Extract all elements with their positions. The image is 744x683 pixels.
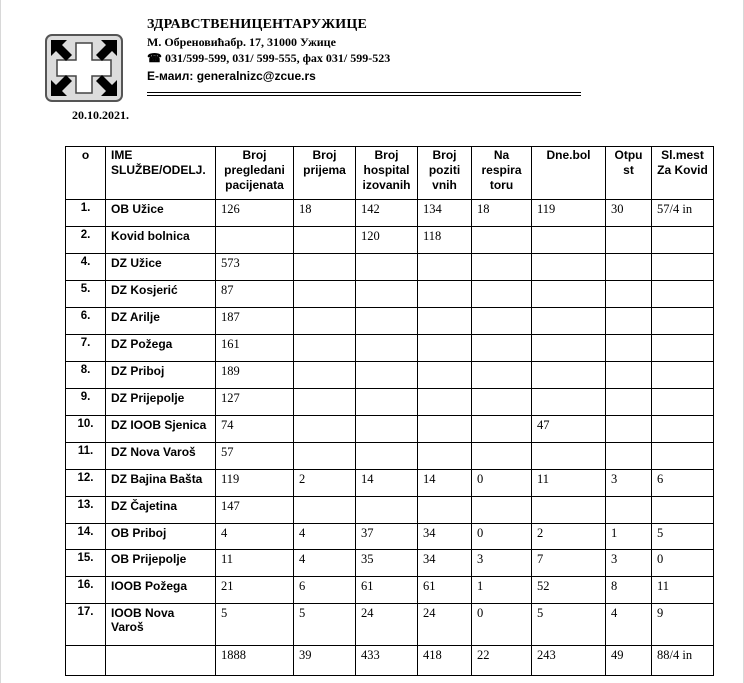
value-cell: 87 — [216, 281, 294, 308]
row-number-cell: 14. — [66, 524, 106, 550]
organization-phone: 031/599-599, 031/ 599-555, фах 031/ 599-523 — [161, 51, 391, 65]
table-row — [66, 550, 714, 577]
table-row — [66, 335, 714, 362]
value-cell — [472, 362, 532, 389]
table-row — [66, 524, 714, 550]
value-cell — [532, 308, 606, 335]
totals-row — [66, 646, 714, 676]
value-cell — [472, 443, 532, 470]
value-cell: 24 — [356, 604, 418, 646]
value-cell — [652, 497, 714, 524]
value-cell — [606, 227, 652, 254]
value-cell: 5 — [294, 604, 356, 646]
unit-name-cell: DZ Čajetina — [106, 497, 216, 524]
value-cell: 5 — [216, 604, 294, 646]
value-cell — [472, 416, 532, 443]
value-cell: 7 — [532, 550, 606, 577]
value-cell: 418 — [418, 646, 472, 676]
value-cell: 61 — [418, 577, 472, 604]
row-number-cell: 5. — [66, 281, 106, 308]
column-header: Broj hospital izovanih — [356, 147, 418, 200]
value-cell — [472, 389, 532, 416]
value-cell — [532, 254, 606, 281]
row-number-cell: 2. — [66, 227, 106, 254]
value-cell: 35 — [356, 550, 418, 577]
value-cell — [356, 497, 418, 524]
value-cell — [294, 389, 356, 416]
table-header-row — [66, 147, 714, 200]
value-cell — [652, 308, 714, 335]
unit-name-cell: DZ Bajina Bašta — [106, 470, 216, 497]
table-row — [66, 281, 714, 308]
value-cell: 11 — [532, 470, 606, 497]
table-row — [66, 443, 714, 470]
column-header: Broj prijema — [294, 147, 356, 200]
table-row — [66, 577, 714, 604]
row-number-cell: 16. — [66, 577, 106, 604]
value-cell: 2 — [532, 524, 606, 550]
report-table — [65, 146, 714, 676]
unit-name-cell: DZ Nova Varoš — [106, 443, 216, 470]
value-cell: 61 — [356, 577, 418, 604]
value-cell: 49 — [606, 646, 652, 676]
unit-name-cell: DZ Prijepolje — [106, 389, 216, 416]
value-cell: 161 — [216, 335, 294, 362]
value-cell: 8 — [606, 577, 652, 604]
value-cell: 4 — [294, 524, 356, 550]
value-cell — [532, 362, 606, 389]
column-header: Otpu st — [606, 147, 652, 200]
column-header: Broj pregledani pacijenata — [216, 147, 294, 200]
value-cell — [652, 362, 714, 389]
value-cell: 39 — [294, 646, 356, 676]
document-date: 20.10.2021. — [72, 108, 129, 122]
value-cell: 88/4 in — [652, 646, 714, 676]
column-header: o — [66, 147, 106, 200]
value-cell: 34 — [418, 524, 472, 550]
row-number-cell: 6. — [66, 308, 106, 335]
unit-name-cell: IOOB Nova Varoš — [106, 604, 216, 646]
table-row — [66, 308, 714, 335]
value-cell: 0 — [472, 604, 532, 646]
value-cell: 1 — [472, 577, 532, 604]
value-cell: 142 — [356, 200, 418, 227]
table-row — [66, 470, 714, 497]
value-cell — [532, 497, 606, 524]
row-number-cell: 1. — [66, 200, 106, 227]
value-cell — [532, 281, 606, 308]
row-number-cell: 12. — [66, 470, 106, 497]
row-number-cell — [66, 646, 106, 676]
value-cell — [356, 362, 418, 389]
table-row — [66, 227, 714, 254]
unit-name-cell: DZ Arilje — [106, 308, 216, 335]
value-cell — [652, 389, 714, 416]
organization-phone-line — [147, 51, 390, 66]
value-cell: 52 — [532, 577, 606, 604]
organization-name: ЗДРАВСТВЕНИЦЕНТАРУЖИЦЕ — [147, 17, 367, 32]
value-cell — [418, 254, 472, 281]
value-cell: 134 — [418, 200, 472, 227]
value-cell: 119 — [532, 200, 606, 227]
value-cell: 6 — [294, 577, 356, 604]
value-cell — [356, 389, 418, 416]
value-cell: 0 — [472, 524, 532, 550]
value-cell — [532, 389, 606, 416]
value-cell — [532, 227, 606, 254]
value-cell: 0 — [652, 550, 714, 577]
value-cell — [356, 254, 418, 281]
value-cell — [606, 497, 652, 524]
value-cell — [606, 389, 652, 416]
value-cell: 34 — [418, 550, 472, 577]
row-number-cell: 4. — [66, 254, 106, 281]
unit-name-cell: DZ Užice — [106, 254, 216, 281]
value-cell — [472, 308, 532, 335]
unit-name-cell: DZ Požega — [106, 335, 216, 362]
header-rule — [147, 95, 581, 96]
organization-address: М. Обреновићабр. 17, 31000 Ужице — [147, 35, 336, 49]
value-cell — [294, 227, 356, 254]
row-number-cell: 13. — [66, 497, 106, 524]
value-cell: 433 — [356, 646, 418, 676]
value-cell — [606, 362, 652, 389]
value-cell: 14 — [356, 470, 418, 497]
value-cell — [606, 335, 652, 362]
value-cell: 0 — [472, 470, 532, 497]
value-cell: 18 — [472, 200, 532, 227]
health-cross-logo — [45, 34, 123, 102]
value-cell — [356, 281, 418, 308]
row-number-cell: 10. — [66, 416, 106, 443]
unit-name-cell: OB Prijepolje — [106, 550, 216, 577]
value-cell — [532, 443, 606, 470]
column-header: IME SLUŽBE/ODELJ. — [106, 147, 216, 200]
value-cell: 57/4 in — [652, 200, 714, 227]
value-cell: 14 — [418, 470, 472, 497]
value-cell — [532, 335, 606, 362]
value-cell — [356, 443, 418, 470]
value-cell: 118 — [418, 227, 472, 254]
row-number-cell: 8. — [66, 362, 106, 389]
value-cell — [294, 416, 356, 443]
value-cell: 147 — [216, 497, 294, 524]
value-cell — [472, 497, 532, 524]
value-cell — [294, 497, 356, 524]
table-row — [66, 604, 714, 646]
unit-name-cell — [106, 646, 216, 676]
table-row — [66, 497, 714, 524]
value-cell: 21 — [216, 577, 294, 604]
value-cell — [294, 308, 356, 335]
value-cell — [418, 335, 472, 362]
column-header: Broj poziti vnih — [418, 147, 472, 200]
value-cell — [294, 335, 356, 362]
column-header: Dne.bol — [532, 147, 606, 200]
value-cell: 37 — [356, 524, 418, 550]
value-cell — [294, 443, 356, 470]
table-row — [66, 362, 714, 389]
value-cell: 57 — [216, 443, 294, 470]
value-cell: 9 — [652, 604, 714, 646]
value-cell: 187 — [216, 308, 294, 335]
table-row — [66, 254, 714, 281]
value-cell — [472, 335, 532, 362]
unit-name-cell: IOOB Požega — [106, 577, 216, 604]
table-row — [66, 416, 714, 443]
value-cell — [606, 281, 652, 308]
value-cell: 5 — [532, 604, 606, 646]
value-cell — [652, 227, 714, 254]
row-number-cell: 17. — [66, 604, 106, 646]
value-cell — [418, 416, 472, 443]
value-cell: 3 — [606, 550, 652, 577]
row-number-cell: 9. — [66, 389, 106, 416]
value-cell — [418, 443, 472, 470]
value-cell: 5 — [652, 524, 714, 550]
value-cell: 189 — [216, 362, 294, 389]
row-number-cell: 7. — [66, 335, 106, 362]
unit-name-cell: DZ Kosjerić — [106, 281, 216, 308]
value-cell — [472, 227, 532, 254]
value-cell: 24 — [418, 604, 472, 646]
value-cell: 4 — [216, 524, 294, 550]
value-cell — [418, 362, 472, 389]
value-cell — [294, 254, 356, 281]
value-cell — [356, 335, 418, 362]
value-cell: 119 — [216, 470, 294, 497]
value-cell — [652, 254, 714, 281]
value-cell — [216, 227, 294, 254]
value-cell — [652, 281, 714, 308]
value-cell: 11 — [216, 550, 294, 577]
value-cell — [606, 308, 652, 335]
value-cell: 4 — [294, 550, 356, 577]
row-number-cell: 11. — [66, 443, 106, 470]
value-cell — [356, 308, 418, 335]
value-cell — [294, 362, 356, 389]
value-cell: 30 — [606, 200, 652, 227]
value-cell: 4 — [606, 604, 652, 646]
telephone-icon: ☎ — [147, 51, 162, 65]
column-header: Na respira toru — [472, 147, 532, 200]
unit-name-cell: DZ IOOB Sjenica — [106, 416, 216, 443]
value-cell — [652, 335, 714, 362]
value-cell — [294, 281, 356, 308]
unit-name-cell: OB Priboj — [106, 524, 216, 550]
value-cell: 22 — [472, 646, 532, 676]
table-row — [66, 200, 714, 227]
organization-email: Е-маил: generalnizc@zcue.rs — [147, 69, 316, 83]
value-cell: 243 — [532, 646, 606, 676]
value-cell: 18 — [294, 200, 356, 227]
value-cell — [418, 308, 472, 335]
value-cell — [418, 497, 472, 524]
value-cell: 3 — [472, 550, 532, 577]
value-cell — [418, 281, 472, 308]
row-number-cell: 15. — [66, 550, 106, 577]
unit-name-cell: DZ Priboj — [106, 362, 216, 389]
value-cell: 3 — [606, 470, 652, 497]
value-cell: 126 — [216, 200, 294, 227]
unit-name-cell: OB Užice — [106, 200, 216, 227]
value-cell — [472, 254, 532, 281]
value-cell: 1 — [606, 524, 652, 550]
value-cell — [606, 254, 652, 281]
value-cell: 2 — [294, 470, 356, 497]
value-cell — [472, 281, 532, 308]
value-cell: 127 — [216, 389, 294, 416]
page-left-edge — [0, 0, 1, 683]
column-header: Sl.mest Za Kovid — [652, 147, 714, 200]
value-cell — [356, 416, 418, 443]
value-cell — [418, 389, 472, 416]
table-row — [66, 389, 714, 416]
value-cell: 11 — [652, 577, 714, 604]
value-cell: 74 — [216, 416, 294, 443]
value-cell — [652, 443, 714, 470]
value-cell — [606, 416, 652, 443]
value-cell: 47 — [532, 416, 606, 443]
value-cell: 120 — [356, 227, 418, 254]
header-rule — [147, 92, 581, 93]
value-cell: 6 — [652, 470, 714, 497]
value-cell — [652, 416, 714, 443]
value-cell: 1888 — [216, 646, 294, 676]
value-cell: 573 — [216, 254, 294, 281]
value-cell — [606, 443, 652, 470]
unit-name-cell: Kovid bolnica — [106, 227, 216, 254]
